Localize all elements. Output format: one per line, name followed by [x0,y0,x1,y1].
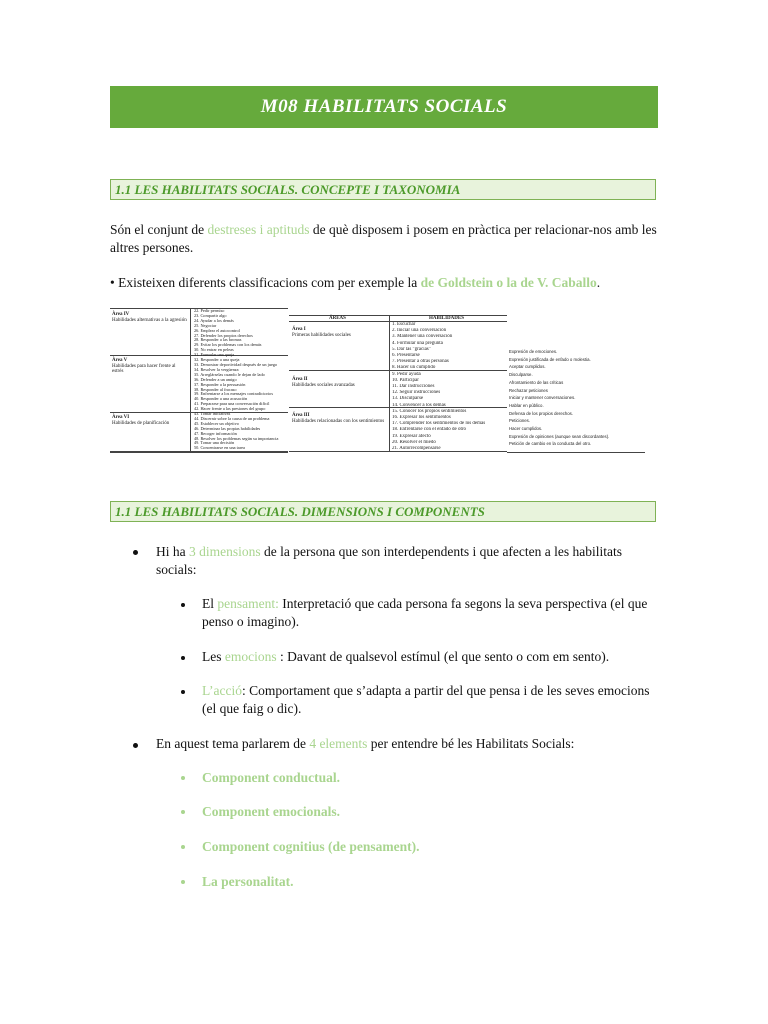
table-skill-item: 35. Arreglárselas cuando le dejan de lado [194,372,265,377]
table-skill-item: 43. Tomar iniciativas [194,412,231,417]
component-item: Component cognitius (de pensament). [202,839,420,854]
elements-text-post: per entendre bé les Habilitats Socials: [367,736,575,751]
table-skill-item: 8. Hacer un cumplido [392,365,436,371]
table-skill-item: 26. Emplear el autocontrol [194,328,240,333]
classification-text-pre: • Existeixen diferents classificacions com per exemple la [110,275,421,290]
table-skill-item: Aceptar cumplidos. [509,364,546,370]
bullet-dot [181,845,185,849]
dimensions-bullet [156,543,656,579]
table-skill-item: Afrontamiento de las críticas [509,379,564,385]
left-area-v-desc: Habilidades para hacer frente al estrés [112,363,176,375]
dimensions-text-post: de la persona que son interdependents i que afecten a les habilitats socials: [156,544,623,577]
bullet-dot [181,880,185,884]
table-skill-item: 13. Disculparse [392,396,424,402]
definition-paragraph [110,221,660,257]
table-skill-item: 28. Responder a las bromas [194,338,242,343]
table-skill-item: Expresión de emociones. [509,349,558,354]
table-skill-item: Expresión de opiniones (aunque sean discordantes). [509,433,610,439]
middle-area-iii-name: Área III [292,413,310,418]
left-skills-list [194,309,288,451]
action-text-post: : Comportament que s’adapta a partir del que pensa i de les seves emocions (el que faig o dic). [202,683,650,716]
component-item: Component conductual. [202,770,341,785]
elements-text-pre: En aquest tema parlarem de [156,736,310,751]
table-skill-item: 19. Expresar afecto [392,433,431,439]
section-heading-concept [110,179,656,200]
table-skill-item: 44. Discernir sobre la causa de un problema [194,416,270,421]
table-skill-item: Peticiones. [509,418,531,424]
table-skill-item: 9. Pedir ayuda [392,371,421,377]
middle-area-ii-desc: Habilidades sociales avanzadas [292,382,355,388]
bullet-dot [181,776,185,780]
left-area-v-name: Àrea V [112,358,128,363]
table-skill-item: 39. Enfrentarse a los mensajes contradictorios [194,392,273,397]
table-skill-item: 30. No entrar en peleas [194,348,234,353]
table-skill-item: 49. Tomar una decisión [194,441,235,446]
definition-text-pre: Són el conjunt de [110,222,208,237]
thought-highlight: pensament: [217,596,279,611]
emotions-bullet [202,648,658,666]
table-skill-item: 2. Iniciar una conversación [392,328,447,334]
table-skill-item: 45. Establecer un objetivo [194,421,239,426]
table-skill-item: 21. Autorrecompensarse [392,446,441,452]
section-heading-dimensions [110,501,656,522]
left-area-iv-name: Àrea IV [112,312,130,317]
table-skill-item: 4. Formular una pregunta [392,340,443,346]
table-skill-item: 37. Responder a la persuasión [194,382,246,387]
table-skill-item: 40. Responder a una acusación [194,397,248,402]
bullet-dot [133,743,138,748]
table-skill-item: 1. Escuchar [392,322,416,327]
left-area-vi-name: Àrea VI [112,415,130,420]
definition-highlight: destreses i aptituds [207,222,310,237]
table-skill-item: 29. Evitar los problemas con los demás [194,343,262,348]
classification-highlight: de Goldstein o la de V. Caballo [420,275,597,290]
table-skill-item: 25. Negociar [194,323,217,328]
table-skill-item: 38. Responder al fracaso [194,387,237,392]
section-heading-dimensions-text: 1.1 LES HABILITATS SOCIALS. DIMENSIONS I COMPONENTS [115,503,485,519]
middle-col-skills: HABILIDADES [429,315,465,321]
table-skill-item: Petición de cambio en la conducta del otro. [509,441,592,447]
thought-bullet [202,595,658,631]
table-skill-item: 36. Defender a un amigo [194,377,237,382]
bullet-dot [181,656,185,660]
thought-text-pre: El [202,596,218,611]
table-skill-item: 22. Pedir permiso [194,309,225,313]
elements-highlight: 4 elements [309,736,368,751]
table-goldstein-middle [289,315,507,452]
table-skill-item: 17. Comprender los sentimientos de los demás [392,421,486,427]
table-skill-item: 7. Presentar a otras personas [392,359,449,365]
action-highlight: L’acció [202,683,242,698]
left-area-vi [112,415,188,426]
table-skill-item: Rechazar peticiones [509,387,548,393]
classification-text-post: . [596,275,601,290]
table-goldstein-left [110,308,288,452]
left-area-iv-desc: Habilidades alternativas a la agresión [112,317,187,323]
table-skill-item: 31. Formular una queja [194,353,235,358]
document-title: M08 HABILITATS SOCIALS [260,96,508,117]
table-skill-item: 15. Conocer los propios sentimientos [392,408,467,414]
right-items-list [509,348,645,448]
table-skill-item: 10. Participar [392,377,419,383]
emotions-highlight: emocions [224,649,277,664]
middle-area-ii-name: Área II [292,377,308,382]
table-skill-item: 33. Demostrar deportividad después de un juego [194,362,278,367]
middle-area-i-name: Área I [292,327,306,332]
thought-text-post: Interpretació que cada persona fa segons la seva perspectiva (el que penso o imagino). [202,596,648,629]
table-skill-item: 47. Recoger información [194,431,237,436]
table-skill-item: 41. Prepararse para una conversación difícil [194,402,270,407]
left-area-vi-desc: Habilidades de planificación [112,420,170,426]
bullet-dot [181,603,185,607]
bullet-dot [133,550,138,555]
table-skill-item: 20. Resolver el miedo [392,439,436,445]
table-skill-item: 12. Seguir instrucciones [392,390,441,396]
table-skill-item: Hacer cumplidos. [509,426,543,432]
middle-col-areas: ÁREAS [329,315,346,321]
table-skill-item: 16. Expresar los sentimientos [392,415,451,421]
middle-area-i [292,327,387,338]
middle-skills-list [392,322,506,452]
emotions-text-post: : Davant de qualsevol estímul (el que sento o com em sento). [276,649,610,664]
middle-area-iii-desc: Habilidades relacionadas con los sentimientos [292,418,385,424]
table-skill-item: Disculparse. [509,372,533,378]
bullet-dot [181,810,185,814]
elements-bullet [156,735,656,753]
table-skill-item: 42. Hacer frente a las presiones del grupo [194,407,266,412]
table-skill-item: 46. Determinar las propias habilidades [194,426,261,431]
table-skill-item: Iniciar y mantener conversaciones. [509,395,576,401]
table-skill-item: 5. Dar las "gracias" [392,346,431,352]
table-skill-item: Defensa de los propios derechos. [509,410,574,416]
dimensions-text-pre: Hi ha [156,544,189,559]
table-skill-item: 27. Defender los propios derechos [194,333,253,338]
middle-area-ii [292,377,387,388]
dimensions-highlight: 3 dimensions [189,544,261,559]
table-caballo-right [507,348,645,452]
definition-text-post: de què disposem i posem en pràctica per relacionar-nos amb les altres persones. [110,222,657,255]
classification-paragraph [110,274,660,292]
table-skill-item: 11. Dar instrucciones [392,384,435,390]
table-skill-item: 32. Responder a una queja [194,358,240,363]
emotions-text-pre: Les [202,649,225,664]
component-item: La personalitat. [202,874,294,889]
table-skill-item: 18. Enfrentarse con el enfado de otro [392,427,466,433]
table-skill-item: 24. Ayudar a los demás [194,318,234,323]
table-skill-item: 14. Convencer a los demás [392,402,446,408]
table-skill-item: Expresión justificada de enfado o molestia. [509,356,591,362]
left-area-v [112,358,188,375]
table-skill-item: Hablar en público. [509,402,544,408]
table-skill-item: 34. Resolver la vergüenza [194,367,239,372]
bullet-dot [181,690,185,694]
action-bullet [202,682,658,718]
table-skill-item: 23. Compartir algo [194,313,227,318]
middle-area-iii [292,413,387,424]
section-heading-concept-text: 1.1 LES HABILITATS SOCIALS. CONCEPTE I TAXONOMIA [115,181,461,197]
table-skill-item: 48. Resolver los problemas según su importancia [194,436,279,441]
document-title-banner [110,86,658,128]
table-skill-item: 3. Mantener una conversación [392,334,453,340]
component-item: Component emocionals. [202,804,340,819]
left-area-iv [112,312,188,323]
middle-area-i-desc: Primeras habilidades sociales [292,332,351,338]
table-skill-item: 50. Concentrarse en una tarea [194,446,245,451]
table-skill-item: 6. Presentarse [392,353,420,359]
